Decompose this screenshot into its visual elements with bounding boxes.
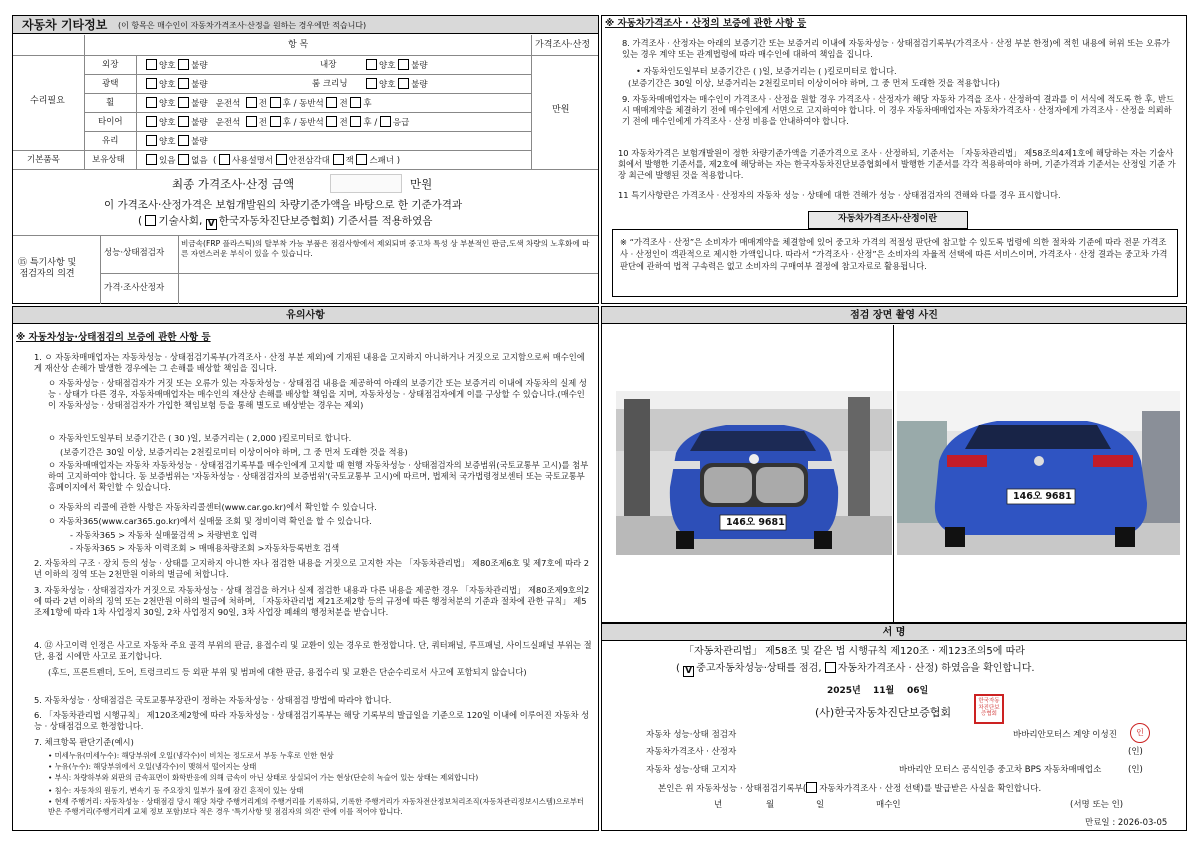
buyer-sign-hint: (서명 또는 인) — [1070, 800, 1124, 810]
jack-checkbox[interactable] — [333, 154, 344, 165]
none-checkbox[interactable] — [178, 154, 189, 165]
sig-tail-notifier: (인) — [1128, 765, 1143, 775]
glass-bad-checkbox[interactable] — [178, 135, 189, 146]
sign-month: 11월 — [873, 686, 895, 696]
confirm-price-checkbox[interactable] — [825, 662, 836, 673]
notice-1b: ㅇ 자동차성능 · 상태점검자가 거짓 또는 오류가 있는 자동차성능 · 상태점검 내용을 제공하여 아래의 보증기간 또는 보증거리 이내에 자동차의 실제 성능 · 상태가 다른 경우, 자동차매매업자는 매수인의 재산상 손해를 배상할 책임을 지며, 자동차성능 · 상태점검자에게 이를 구상할 수 있습니다.(매수인이 자동차성능 · 상태점검자가 가입한 책임보험 등을 통해 별도로 배상받는 경우는 제외) — [48, 378, 587, 410]
expiry-date: 만료일 : 2026-03-05 — [1085, 818, 1168, 828]
notice-6: 6. 「자동차관리법 시행규칙」 제120조제2항에 따라 자동차성능 · 상태점검기록부는 해당 기록부의 발급일을 기준으로 120일 이내에 이루어진 자동차 성능 · 상태점검으로 한정합니다. — [34, 710, 590, 731]
triangle-checkbox[interactable] — [276, 154, 287, 165]
tire-pass-front-checkbox[interactable] — [326, 116, 337, 127]
wheel-bad-checkbox[interactable] — [178, 97, 189, 108]
room-options: 양호 불량 — [366, 78, 428, 91]
tire-bad-checkbox[interactable] — [178, 116, 189, 127]
rear-plate-text: 146오 9681 — [1013, 491, 1072, 502]
notice-1a: 1. ㅇ 자동차매매업자는 자동차성능 · 상태점검기록부(가격조사 · 산정 부분 제외)에 기재된 내용을 고지하지 아니하거나 거짓으로 고지함으로써 매수인에게 재산상 손해가 발생한 경우에는 그 손해를 배상할 책임을 집니다. — [34, 352, 585, 373]
basic-items-label: 기본품목 — [27, 155, 60, 165]
std-kadia-checkbox[interactable]: V — [206, 219, 217, 230]
sig-value-notifier: 바바리안 모터스 공식인증 중고차 BPS 자동차매매업소 — [899, 765, 1102, 775]
price-guarantee-title: ※ 자동차가격조사 · 산정의 보증에 관한 사항 등 — [605, 18, 807, 29]
standard-line-1: 이 가격조사·산정가격은 보험개발원의 차량기준가액을 바탕으로 한 기준가격과 — [104, 199, 463, 211]
tire-good-checkbox[interactable] — [146, 116, 157, 127]
front-car-photo — [616, 391, 892, 555]
sig-label-notifier: 자동차 성능·상태 고지자 — [646, 765, 737, 775]
tire-options: 양호 불량 운전석 전 후 / 동반석 전 후 / 응급 — [146, 116, 409, 129]
notice-7-e: • 현재 주행거리: 자동차성능 · 상태점검 당시 해당 차량 주행거리계의 주행거리를 기록하되, 기록한 주행거리가 자동차전산정보처리조직(자동차관리정보시스템)으로부터 받은 주행거리(주행거리계 교체 정보 포함)보다 적은 경우 '특기사항 및 점검자의 의견' 란에 이를 적어야 합니다. — [48, 797, 584, 816]
row-label-room: 룸 크리닝 — [312, 79, 348, 89]
wheel-options: 양호 불량 운전석 전 후 / 동반석 전 후 — [146, 97, 372, 110]
final-price-label: 최종 가격조사·산정 금액 — [172, 177, 295, 191]
gloss-options: 양호 불량 — [146, 78, 208, 91]
special-remarks-label: ⑮ 특기사항 및 점검자의 의견 — [18, 258, 77, 280]
rear-car-photo — [897, 391, 1180, 555]
tire-emergency-checkbox[interactable] — [380, 116, 391, 127]
sig-label-inspector: 자동차 성능·상태 점검자 — [646, 730, 737, 740]
guarantee-item-8-period: • 자동차인도일부터 보증기간은 ( )일, 보증거리는 ( )킬로미터로 합니다. — [636, 66, 897, 76]
org-seal: 한국자동차진단보증협회 — [974, 694, 1004, 724]
standard-line-2: ( 기술사회, V 한국자동차진단보증협회) 기준서를 적용하였음 — [138, 215, 433, 229]
final-price-input[interactable] — [330, 174, 402, 193]
notice-1c: ㅇ 자동차인도일부터 보증기간은 ( 30 )일, 보증거리는 ( 2,000 )킬로미터로 합니다. — [48, 433, 352, 443]
notice-4-note: (후드, 프론트펜더, 도어, 트렁크리드 등 외판 부위 및 범퍼에 대한 판금, 용접수리 및 교환은 단순수리로서 사고에 포함되지 않습니다) — [48, 667, 527, 677]
notice-5: 5. 자동차성능 · 상태점검은 국토교통부장관이 정하는 자동차성능 · 상태점검 방법에 따라야 합니다. — [34, 695, 392, 705]
notice-4: 4. ⑫ 사고이력 인정은 사고로 자동차 주요 골격 부위의 판금, 용접수리 및 교환이 있는 경우로 한정합니다. 단, 쿼터패널, 루프패널, 사이드실패널 부위는 절단, 용접 시에만 사고로 표기합니다. — [34, 640, 592, 661]
wheel-rear-checkbox[interactable] — [270, 97, 281, 108]
notice-1d: (보증기간은 30일 이상, 보증거리는 2천킬로미터 이상이어야 하며, 그 중 먼저 도래한 것을 적용) — [60, 447, 408, 457]
sig-tail-assessor: (인) — [1128, 747, 1143, 757]
notice-2: 2. 자동차의 구조 · 장치 등의 성능 · 상태를 고지하지 아니한 자나 점검한 내용을 거짓으로 고지한 자는 「자동차관리법」 제80조제6호 및 제7호에 따라 2년 이하의 징역 또는 2천만원 이하의 벌금에 처합니다. — [34, 558, 590, 579]
notices-sub-title: ※ 자동차성능·상태점검의 보증에 관한 사항 등 — [16, 332, 211, 343]
front-plate-text: 146오 9681 — [726, 517, 785, 528]
wheel-pass-rear-checkbox[interactable] — [350, 97, 361, 108]
col-item-header: 항 목 — [288, 40, 309, 50]
row-label-interior: 내장 — [320, 60, 337, 70]
signature-bar-title: 서 명 — [882, 627, 906, 638]
signature-bar — [602, 624, 1186, 641]
col-price-header: 가격조사·산정 — [535, 40, 591, 50]
receipt-price-checkbox[interactable] — [806, 782, 817, 793]
spanner-checkbox[interactable] — [356, 154, 367, 165]
photos-bar-title: 점검 장면 촬영 사진 — [850, 310, 938, 321]
price-unit: 만원 — [552, 105, 570, 115]
issuing-org: (사)한국자동차진단보증협회 — [815, 706, 952, 719]
guarantee-item-8: 8. 가격조사 · 산정자는 아래의 보증기간 또는 보증거리 이내에 자동차성능 · 상태점검기록부(가격조사 · 산정 부분 한정)에 적힌 내용에 허위 또는 오류가 있는 경우 계약 또는 관계법령에 따라 매수인에 대하여 책임을 집니다. — [622, 38, 1170, 59]
have-checkbox[interactable] — [146, 154, 157, 165]
notice-7: 7. 체크항목 판단기준(예시) — [34, 737, 134, 747]
notice-1f: ㅇ 자동차의 리콜에 관한 사항은 자동차리콜센터(www.car.go.kr)에서 확인할 수 있습니다. — [48, 502, 377, 512]
room-good-checkbox[interactable] — [366, 78, 377, 89]
tire-front-checkbox[interactable] — [246, 116, 257, 127]
sig-value-inspector: 바바리안모터스 계양 이성진 — [1013, 730, 1117, 740]
repair-needed-label: 수리필요 — [30, 96, 65, 106]
notice-3: 3. 자동차성능 · 상태점검자가 거짓으로 자동차성능 · 상태 점검을 하거나 실제 점검한 내용과 다른 내용을 제공한 경우 「자동차관리법」 제80조제9호의2에 따라 2년 이하의 징역 또는 2천만원 이하의 벌금에 처하며, 「자동차관리법 제21조제2항 등의 규정에 따른 행정처분의 기준과 절차에 관한 규칙」 제5조제1항에 따라 1차 사업정지 30일, 2차 사업정지 90일, 3차 사업장 폐쇄의 행정처분을 받습니다. — [34, 585, 590, 617]
blank-year: 년 — [714, 800, 723, 810]
exterior-options: 양호 불량 — [146, 59, 208, 72]
section-note: (이 항목은 매수인이 자동차가격조사·산정을 원하는 경우에만 적습니다) — [118, 21, 367, 30]
notices-bar — [13, 307, 598, 324]
law-line: 「자동차관리법」 제58조 및 같은 법 시행규칙 제120조 · 제123조의5에 따라 — [684, 646, 1025, 657]
price-assessor-label: 가격·조사산정자 — [104, 283, 165, 293]
wheel-front-checkbox[interactable] — [246, 97, 257, 108]
blank-month: 월 — [766, 800, 775, 810]
blank-day: 일 — [816, 800, 825, 810]
sign-year: 2025년 — [827, 686, 861, 696]
notice-1e: ㅇ 자동차매매업자는 자동차 자동차성능 · 상태점검기록부를 매수인에게 고지할 때 현행 자동차성능 · 상태점검자의 보증범위(국토교통부 고시)를 첨부하여 고지하여야 합니다. 동 보증범위는 '자동차성능 · 상태점검자의 보증범위'(국토교통부 고시)에 따르며, 법제처 국가법령정보센터 또는 국토교통부 홈페이지에서 확인할 수 있습니다. — [48, 460, 589, 492]
sig-label-assessor: 자동차가격조사 · 산정자 — [646, 747, 737, 757]
notice-1h: - 자동차365 > 자동차 실매물검색 > 차량번호 입력 — [70, 530, 258, 540]
guarantee-item-9: 9. 자동차매매업자는 매수인이 가격조사 · 산정을 원할 경우 가격조사 · 산정자가 해당 자동차 가격을 조사 · 산정하여 결과를 이 서식에 적도록 한 후, 반드시 매매계약을 체결하기 전에 매수인에게 서면으로 고지하여야 합니다. 이 경우 자동차매매업자는 자동차가격조사 · 산정자에게 가격조사 · 산정을 의뢰하기 전에 매수인에게 가격조사 · 산정 비용을 안내하여야 합니다. — [622, 94, 1175, 126]
row-label-exterior: 외장 — [102, 60, 119, 70]
notice-7-c: • 부식: 차량하부와 외판의 금속표면이 화학반응에 의해 금속이 아닌 상태로 상실되어 가는 현상(단순히 녹슬어 있는 상태는 제외합니다) — [48, 773, 479, 782]
row-label-tire: 타이어 — [98, 117, 123, 127]
notice-1i: - 자동차365 > 자동차 이력조회 > 매매용차량조회 >자동차등록번호 검색 — [70, 543, 340, 553]
interior-good-checkbox[interactable] — [366, 59, 377, 70]
confirm-line: ( V 중고자동차성능·상태를 점검, 자동차가격조사 · 산정) 하였음을 확인합니다. — [676, 663, 1035, 676]
sign-day: 06일 — [907, 686, 929, 696]
buyer-label: 매수인 — [876, 800, 901, 810]
row-label-wheel: 휠 — [106, 98, 115, 108]
guarantee-item-11: 11 특기사항란은 가격조사 · 산정자의 자동차 성능 · 상태에 대한 견해가 성능 · 상태점검자의 견해와 다를 경우 표시합니다. — [618, 190, 1061, 200]
manual-checkbox[interactable] — [219, 154, 230, 165]
final-price-unit: 만원 — [410, 177, 433, 191]
notice-7-a: • 미세누유(미세누수): 해당부위에 오일(냉각수)이 비치는 정도로서 부동 누후로 인한 현상 — [48, 751, 334, 760]
possession-label: 보유상태 — [92, 155, 125, 165]
guarantee-item-8-note: (보증기간은 30일 이상, 보증거리는 2천킬로미터 이상이어야 하며, 그 중 먼저 도래한 것을 적용합니다) — [628, 78, 1000, 88]
room-bad-checkbox[interactable] — [398, 78, 409, 89]
price-definition-title: 자동차가격조사·산정이란 — [838, 214, 938, 224]
tire-rear-checkbox[interactable] — [270, 116, 281, 127]
possession-options: 있음 없음 ( 사용설명서 안전삼각대 잭 스패너 ) — [146, 154, 400, 167]
std-tech-checkbox[interactable] — [145, 215, 156, 226]
guarantee-item-10: 10 자동차가격은 보험개발원이 정한 차량기준가액을 기준가격으로 조사 · 산정하되, 기준서는 「자동차관리법」 제58조의4제1호에 해당하는 자는 기술사회에서 발행한 기준서를, 제2호에 해당하는 자는 한국자동차진단보증협회에서 발행한 기준서를 각각 적용하여야 하며, 기준가격과 기준서는 산정일 기준 가장 최근에 발행된 것을 적용합니다. — [618, 148, 1176, 180]
interior-bad-checkbox[interactable] — [398, 59, 409, 70]
glass-options: 양호 불량 — [146, 135, 208, 148]
exterior-bad-checkbox[interactable] — [178, 59, 189, 70]
wheel-good-checkbox[interactable] — [146, 97, 157, 108]
inspector-seal: 인 — [1130, 723, 1150, 743]
perf-inspector-remark: 비금속(FRP 플라스틱)의 탈부착 가능 부품은 점검사항에서 제외되며 중고차 특성 상 부분적인 판금,도색 차량의 노후화에 따른 자연스러운 부식이 있을 수 있습니다. — [181, 239, 590, 259]
wheel-pass-front-checkbox[interactable] — [326, 97, 337, 108]
section-title: 자동차 기타정보 — [22, 18, 108, 32]
confirm-perf-checkbox[interactable]: V — [683, 666, 694, 677]
notices-bar-title: 유의사항 — [286, 310, 325, 321]
notice-7-d: • 침수: 자동차의 원동기, 변속기 등 주요장치 일부가 물에 잠긴 흔적이 있는 상태 — [48, 786, 304, 795]
row-label-glass: 유리 — [102, 136, 119, 146]
gloss-good-checkbox[interactable] — [146, 78, 157, 89]
notice-7-b: • 누유(누수): 해당부위에서 오일(냉각수)이 맺혀서 떨어지는 상태 — [48, 762, 257, 771]
photos-bar — [602, 307, 1186, 324]
price-definition-text: ※ “가격조사 · 산정”은 소비자가 매매계약을 체결함에 있어 중고차 가격의 적절성 판단에 참고할 수 있도록 법령에 의한 절차와 기준에 따라 전문 가격조사 · 산정인이 객관적으로 제시한 가액입니다. 따라서 “가격조사 · 산정”은 소비자의 자율적 선택에 따른 서비스이며, 가격조사 · 산정 결과는 중고차 가격판단에 관하여 법적 구속력은 없고 소비자의 구매여부 결정에 참고자료로 활용됩니다. — [620, 237, 1168, 272]
perf-inspector-label: 성능·상태점검자 — [104, 248, 165, 258]
tire-pass-rear-checkbox[interactable] — [350, 116, 361, 127]
exterior-good-checkbox[interactable] — [146, 59, 157, 70]
interior-options: 양호 불량 — [366, 59, 428, 72]
gloss-bad-checkbox[interactable] — [178, 78, 189, 89]
glass-good-checkbox[interactable] — [146, 135, 157, 146]
notice-1g: ㅇ 자동차365(www.car365.go.kr)에서 실매물 조회 및 정비이력 확인을 할 수 있습니다. — [48, 516, 372, 526]
row-label-gloss: 광택 — [102, 79, 119, 89]
receipt-line: 본인은 위 자동차성능 · 상태점검기록부( 자동차가격조사 · 산정 선택)를 발급받은 사실을 확인합니다. — [658, 784, 1042, 794]
